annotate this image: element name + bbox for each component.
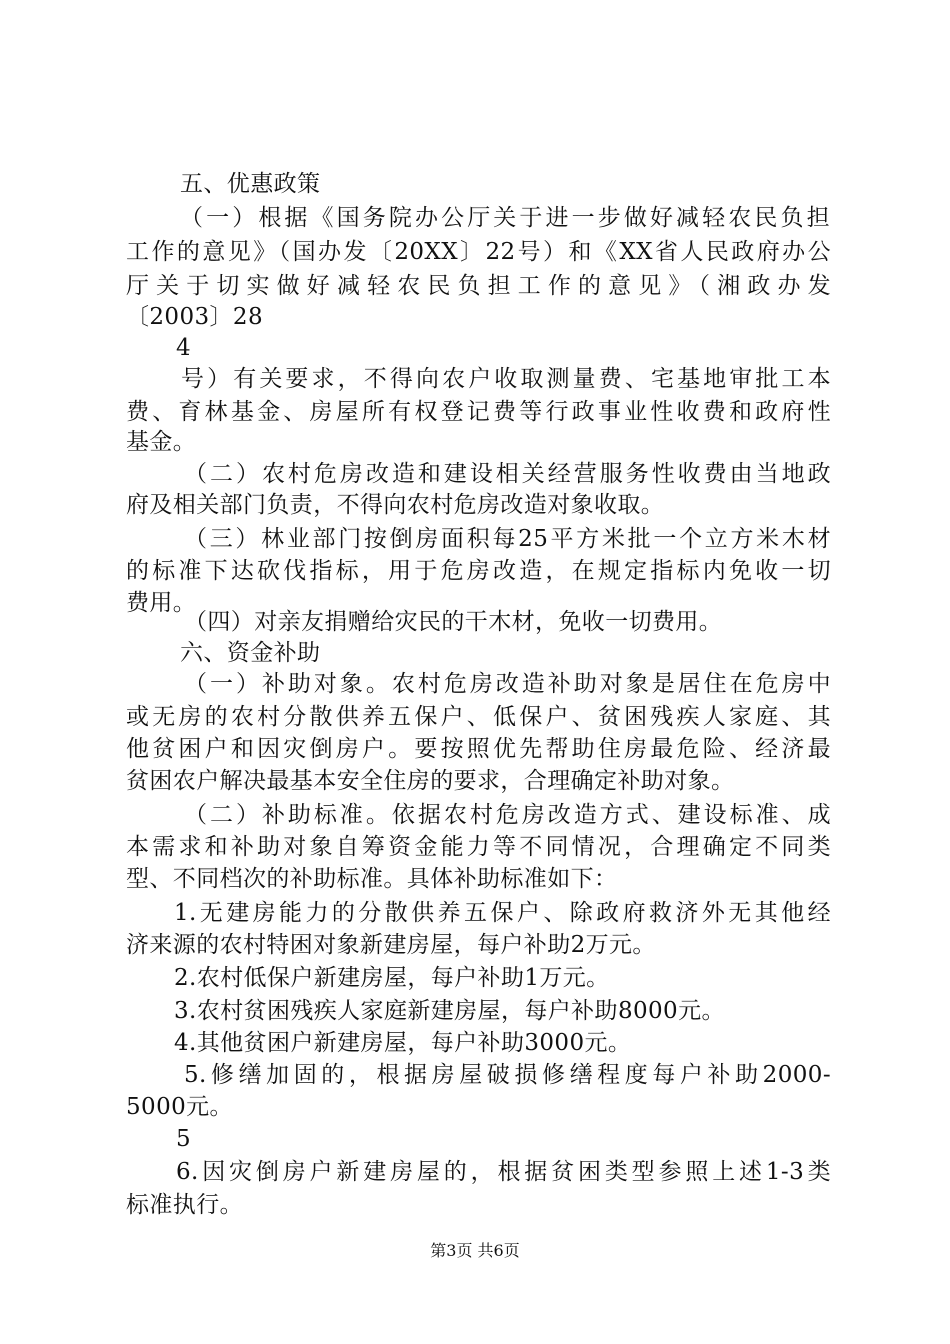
paragraph-line: （一）根据《国务院办公厅关于进一步做好减轻农民负担	[180, 205, 830, 231]
paragraph-line: 的标准下达砍伐指标，用于危房改造，在规定指标内免收一切	[126, 558, 831, 584]
paragraph-line: 费用。	[126, 590, 197, 616]
page-number-marker: 4	[176, 335, 192, 361]
paragraph-line: 标准执行。	[126, 1192, 243, 1218]
paragraph-line: 1.无建房能力的分散供养五保户、除政府救济外无其他经	[174, 900, 831, 926]
paragraph-line: 贫困农户解决最基本安全住房的要求，合理确定补助对象。	[126, 768, 735, 794]
paragraph-line: 府及相关部门负责，不得向农村危房改造对象收取。	[126, 492, 665, 518]
paragraph-line: 4.其他贫困户新建房屋，每户补助3000元。	[174, 1030, 632, 1056]
paragraph-line: 型、不同档次的补助标准。具体补助标准如下：	[126, 866, 618, 892]
paragraph-line: （一）补助对象。农村危房改造补助对象是居住在危房中	[184, 671, 831, 697]
paragraph-line: 〔2003〕28	[126, 304, 263, 330]
paragraph-line: 6.因灾倒房户新建房屋的，根据贫困类型参照上述1-3类	[176, 1159, 831, 1185]
paragraph-line: 号）有关要求，不得向农户收取测量费、宅基地审批工本	[181, 366, 831, 392]
paragraph-line: 厅关于切实做好减轻农民负担工作的意见》（湘政办发	[126, 273, 831, 299]
paragraph-line: （四）对亲友捐赠给灾民的干木材，免收一切费用。	[184, 609, 723, 635]
paragraph-line: 工作的意见》（国办发〔20XX〕22号）和《XX省人民政府办公	[126, 239, 831, 265]
paragraph-line: 3.农村贫困残疾人家庭新建房屋，每户补助8000元。	[174, 998, 725, 1024]
paragraph-line: 济来源的农村特困对象新建房屋，每户补助2万元。	[126, 932, 656, 958]
paragraph-line: 或无房的农村分散供养五保户、低保户、贫困残疾人家庭、其	[126, 704, 831, 730]
paragraph-line: 基金。	[126, 429, 197, 455]
paragraph-line: （三）林业部门按倒房面积每25平方米批一个立方米木材	[184, 526, 831, 552]
paragraph-line: 5000元。	[126, 1094, 233, 1120]
paragraph-line: 本需求和补助对象自筹资金能力等不同情况，合理确定不同类	[126, 834, 831, 860]
paragraph-line: 2.农村低保户新建房屋，每户补助1万元。	[174, 965, 610, 991]
page-footer: 第3页 共6页	[430, 1241, 520, 1260]
paragraph-line: 5.修缮加固的，根据房屋破损修缮程度每户补助2000-	[184, 1062, 831, 1088]
heading-preferential-policy: 五、优惠政策	[180, 171, 321, 197]
paragraph-line: 费、育林基金、房屋所有权登记费等行政事业性收费和政府性	[126, 399, 831, 425]
paragraph-line: （二）补助标准。依据农村危房改造方式、建设标准、成	[184, 802, 831, 828]
heading-funding-subsidy: 六、资金补助	[180, 640, 321, 666]
paragraph-line: （二）农村危房改造和建设相关经营服务性收费由当地政	[184, 461, 831, 487]
paragraph-line: 他贫困户和因灾倒房户。要按照优先帮助住房最危险、经济最	[126, 736, 831, 762]
page-number-marker: 5	[176, 1126, 192, 1152]
